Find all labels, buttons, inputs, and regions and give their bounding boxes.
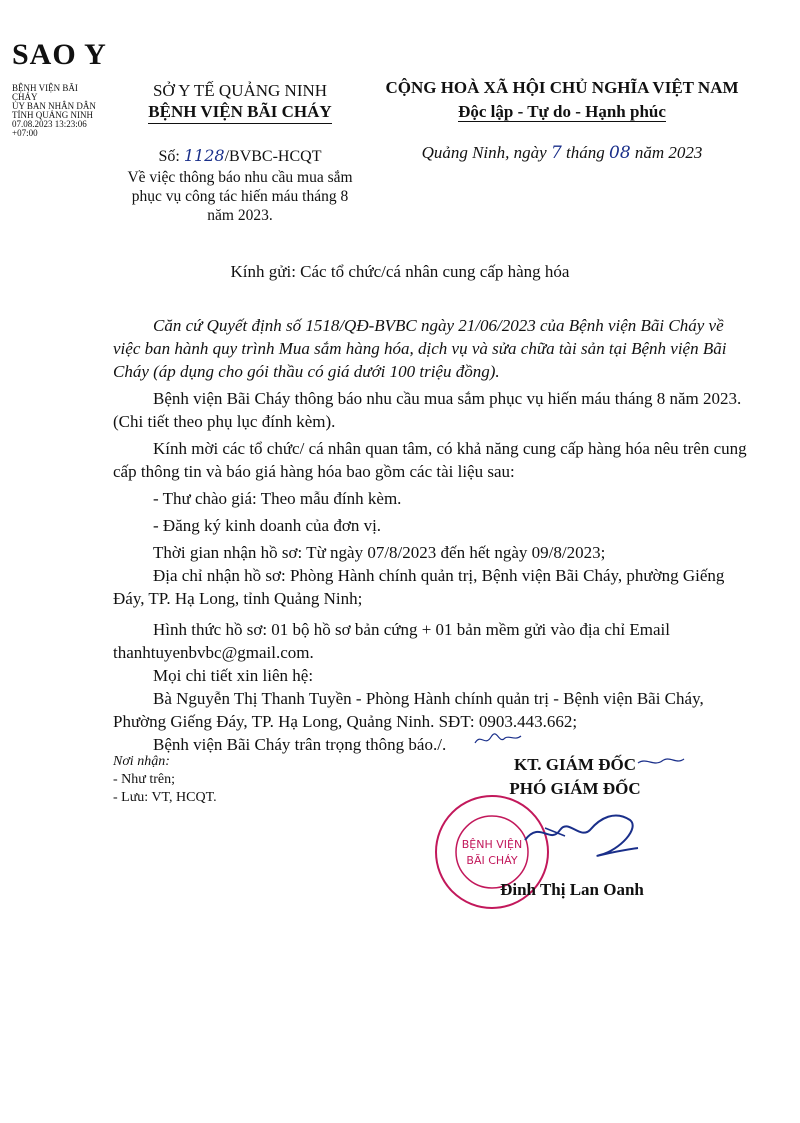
agency-header [125, 80, 355, 124]
body-bullet-license: - Đăng ký kinh doanh của đơn vị. [153, 516, 382, 535]
body-paragraph-basis: Căn cứ Quyết định số 1518/QĐ-BVBC ngày 21/06/2023 của Bệnh viện Bãi Cháy về việc ban hành quy trình Mua sắm hàng hóa, dịch vụ và sửa chữa tài sản tại Bệnh viện Bãi Cháy (áp dụng cho gói thầu có giá dưới 100 triệu đồng). [113, 316, 727, 381]
copy-meta-line: +07:00 [12, 128, 38, 138]
salutation: Kính gửi: Các tổ chức/cá nhân cung cấp hàng hóa [230, 262, 570, 281]
agency-name: BỆNH VIỆN BÃI CHÁY [148, 101, 331, 124]
initial-signature-icon [473, 729, 523, 749]
body-bullet-quote: - Thư chào giá: Theo mẫu đính kèm. [153, 489, 402, 508]
body-paragraph-address: Địa chỉ nhận hồ sơ: Phòng Hành chính quản trị, Bệnh viện Bãi Cháy, phường Giếng Đáy, TP. Hạ Long, tỉnh Quảng Ninh; [113, 566, 725, 608]
body-paragraph-notice: Bệnh viện Bãi Cháy thông báo nhu cầu mua sắm phục vụ hiến máu tháng 8 năm 2023. (Chi tiết theo phụ lục đính kèm). [113, 389, 742, 431]
doc-number-suffix: /BVBC-HCQT [224, 148, 322, 165]
copy-meta-line: TỈNH QUẢNG NINH [12, 110, 93, 120]
national-title: CỘNG HOÀ XÃ HỘI CHỦ NGHĨA VIỆT NAM [385, 78, 739, 97]
body-paragraph-contact: Bà Nguyễn Thị Thanh Tuyền - Phòng Hành chính quản trị - Bệnh viện Bãi Cháy, Phường Giếng Đáy, TP. Hạ Long, Quảng Ninh. SĐT: 0903.443.662; [113, 689, 704, 731]
body-paragraph-closing: Bệnh viện Bãi Cháy trân trọng thông báo./. [153, 735, 447, 754]
agency-parent: SỞ Y TẾ QUẢNG NINH [152, 81, 328, 100]
copy-mark: SAO Y [12, 38, 107, 71]
signature-title-line1: KT. GIÁM ĐỐC [514, 755, 636, 774]
date-year: năm 2023 [630, 143, 703, 162]
recipients-block [113, 753, 413, 807]
national-header [372, 76, 752, 124]
date-place: Quảng Ninh, ngày [421, 143, 551, 162]
recipient-item: - Như trên; [113, 772, 176, 787]
copy-meta-line: CHÁY [12, 92, 38, 102]
initial-mark-icon [636, 753, 686, 771]
copy-meta-line: 07.08.2023 13:23:06 [12, 119, 87, 129]
signer-name: Đinh Thị Lan Oanh [500, 880, 644, 899]
doc-number-prefix: Số: [158, 148, 184, 165]
signature-title-line2: PHÓ GIÁM ĐỐC [509, 779, 641, 798]
copy-meta-line: BỆNH VIỆN BÃI [12, 83, 78, 93]
national-motto: Độc lập - Tự do - Hạnh phúc [458, 102, 666, 121]
body-paragraph-contact-intro: Mọi chi tiết xin liên hệ: [153, 666, 314, 685]
recipients-title: Nơi nhận: [113, 754, 170, 769]
document-date [372, 143, 752, 163]
body-paragraph-time: Thời gian nhận hồ sơ: Từ ngày 07/8/2023 đến hết ngày 09/8/2023; [153, 543, 606, 562]
seal-text-line2: BÃI CHÁY [466, 854, 518, 867]
copy-meta-line: ỦY BAN NHÂN DÂN [12, 101, 96, 111]
date-month-word: tháng [561, 143, 610, 162]
document-body [113, 314, 753, 756]
date-month: 08 [609, 143, 631, 163]
copy-metadata [12, 84, 122, 138]
date-day: 7 [550, 143, 562, 163]
document-subject: Về việc thông báo nhu cầu mua sắm phục vụ công tác hiến máu tháng 8 năm 2023. [127, 169, 353, 224]
doc-number-handwritten: 1128 [183, 146, 225, 165]
body-paragraph-format: Hình thức hồ sơ: 01 bộ hồ sơ bản cứng + 01 bản mềm gửi vào địa chỉ Email thanhtuyenbvbc@gmail.com. [113, 620, 670, 662]
seal-text-line1: BỆNH VIỆN [461, 838, 523, 851]
handwritten-signature-icon [520, 800, 650, 870]
recipient-item: - Lưu: VT, HCQT. [113, 790, 217, 805]
document-number [125, 146, 355, 166]
body-paragraph-invite: Kính mời các tổ chức/ cá nhân quan tâm, có khả năng cung cấp hàng hóa nêu trên cung cấp thông tin và báo giá hàng hóa bao gồm các tài liệu sau: [113, 439, 747, 481]
